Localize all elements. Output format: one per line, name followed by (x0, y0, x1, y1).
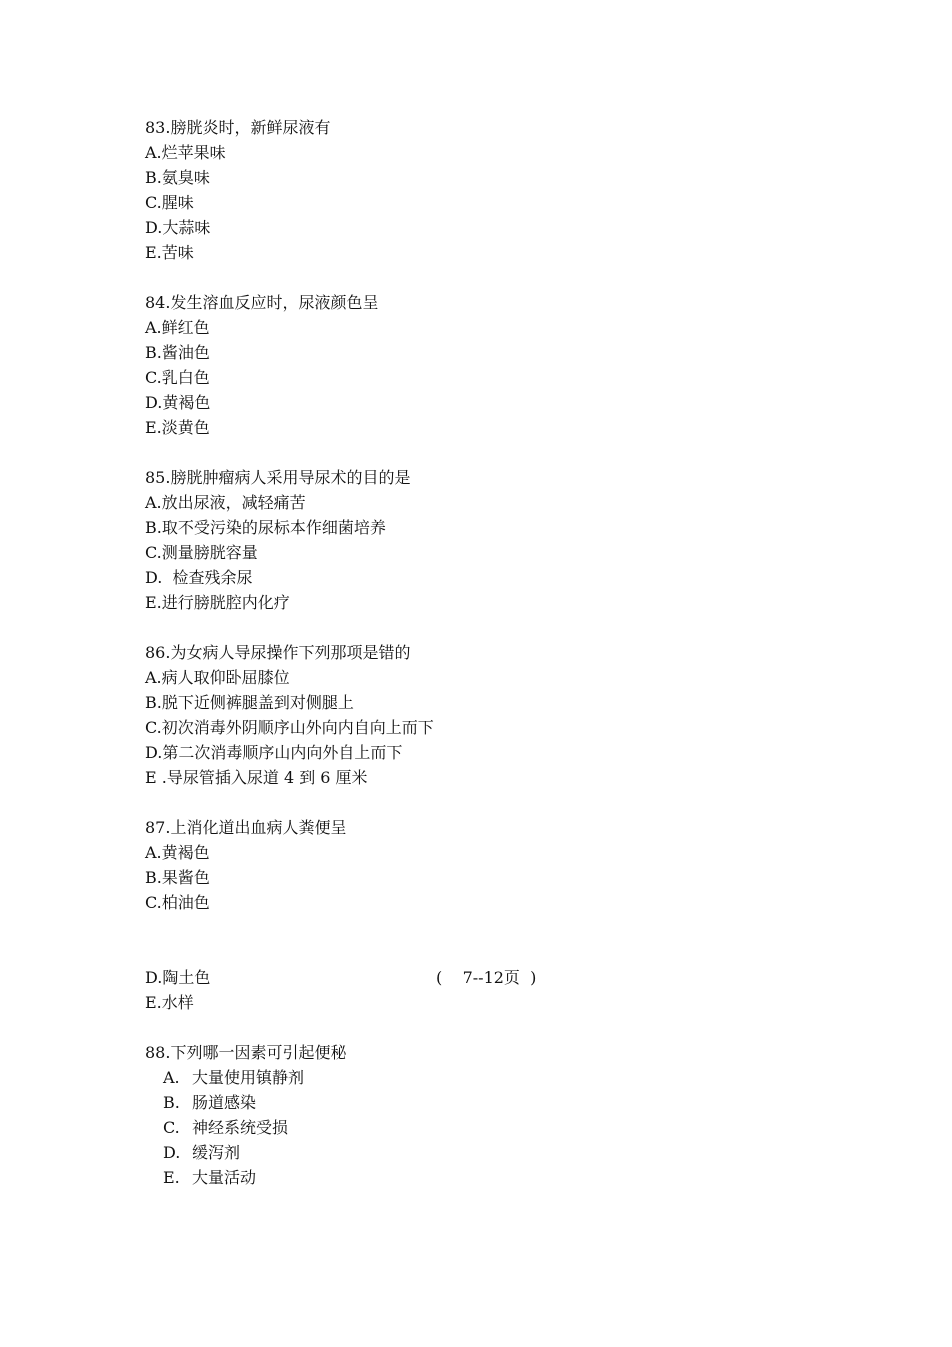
question-85 (145, 465, 845, 615)
option-b: B.脱下近侧裤腿盖到对侧腿上 (145, 693, 354, 712)
question-88 (145, 1040, 845, 1190)
option-e: E.淡黄色 (145, 418, 210, 437)
option-text: 神经系统受损 (192, 1118, 289, 1137)
option-c (145, 1115, 845, 1140)
option-d: D.黄褐色 (145, 393, 211, 412)
option-text: 大量使用镇静剂 (192, 1068, 305, 1087)
option-b: B.果酱色 (145, 868, 210, 887)
option-d (145, 1140, 845, 1165)
option-b (145, 1090, 845, 1115)
option-letter: D. (163, 1143, 181, 1162)
question-87 (145, 815, 845, 915)
question-86 (145, 640, 845, 790)
option-a (145, 1065, 845, 1090)
question-text: 88.下列哪一因素可引起便秘 (145, 1043, 347, 1062)
option-b: B.取不受污染的尿标本作细菌培养 (145, 518, 386, 537)
option-a: A.放出尿液，减轻痛苦 (145, 493, 306, 512)
page-number-text: ( 7--12页 ) (435, 968, 537, 987)
option-e: E.苦味 (145, 243, 194, 262)
option-letter: A. (163, 1068, 180, 1087)
option-a: A.黄褐色 (145, 843, 210, 862)
option-e: E .导尿管插入尿道 4 到 6 厘米 (145, 768, 368, 787)
option-e: E.进行膀胱腔内化疗 (145, 593, 290, 612)
option-letter: C. (163, 1118, 180, 1137)
question-87-continued (145, 965, 845, 1015)
option-e (145, 1165, 845, 1190)
option-c: C.乳白色 (145, 368, 210, 387)
question-text: 86.为女病人导尿操作下列那项是错的 (145, 643, 411, 662)
option-e: E.水样 (145, 993, 194, 1012)
option-d: D.大蒜味 (145, 218, 211, 237)
question-text: 84.发生溶血反应时，尿液颜色呈 (145, 293, 379, 312)
option-d: D.陶土色 (145, 968, 211, 987)
option-letter: B. (163, 1093, 180, 1112)
question-text: 87.上消化道出血病人粪便呈 (145, 818, 347, 837)
question-text: 85.膀胱肿瘤病人采用导尿术的目的是 (145, 468, 411, 487)
option-a: A.烂苹果味 (145, 143, 226, 162)
option-a: A.病人取仰卧屈膝位 (145, 668, 290, 687)
option-a: A.鲜红色 (145, 318, 210, 337)
option-c: C.柏油色 (145, 893, 210, 912)
option-letter: E. (163, 1168, 180, 1187)
question-83 (145, 115, 845, 265)
option-text: 大量活动 (192, 1168, 257, 1187)
option-d: D. 检查残余尿 (145, 568, 253, 587)
option-b: B.酱油色 (145, 343, 210, 362)
option-c: C.腥味 (145, 193, 194, 212)
option-c: C.测量膀胱容量 (145, 543, 258, 562)
option-b: B.氨臭味 (145, 168, 210, 187)
option-text: 肠道感染 (192, 1093, 257, 1112)
option-d: D.第二次消毒顺序山内向外自上而下 (145, 743, 403, 762)
question-text: 83.膀胱炎时，新鲜尿液有 (145, 118, 331, 137)
option-c: C.初次消毒外阴顺序山外向内自向上而下 (145, 718, 434, 737)
option-text: 缓泻剂 (192, 1143, 241, 1162)
question-84 (145, 290, 845, 440)
